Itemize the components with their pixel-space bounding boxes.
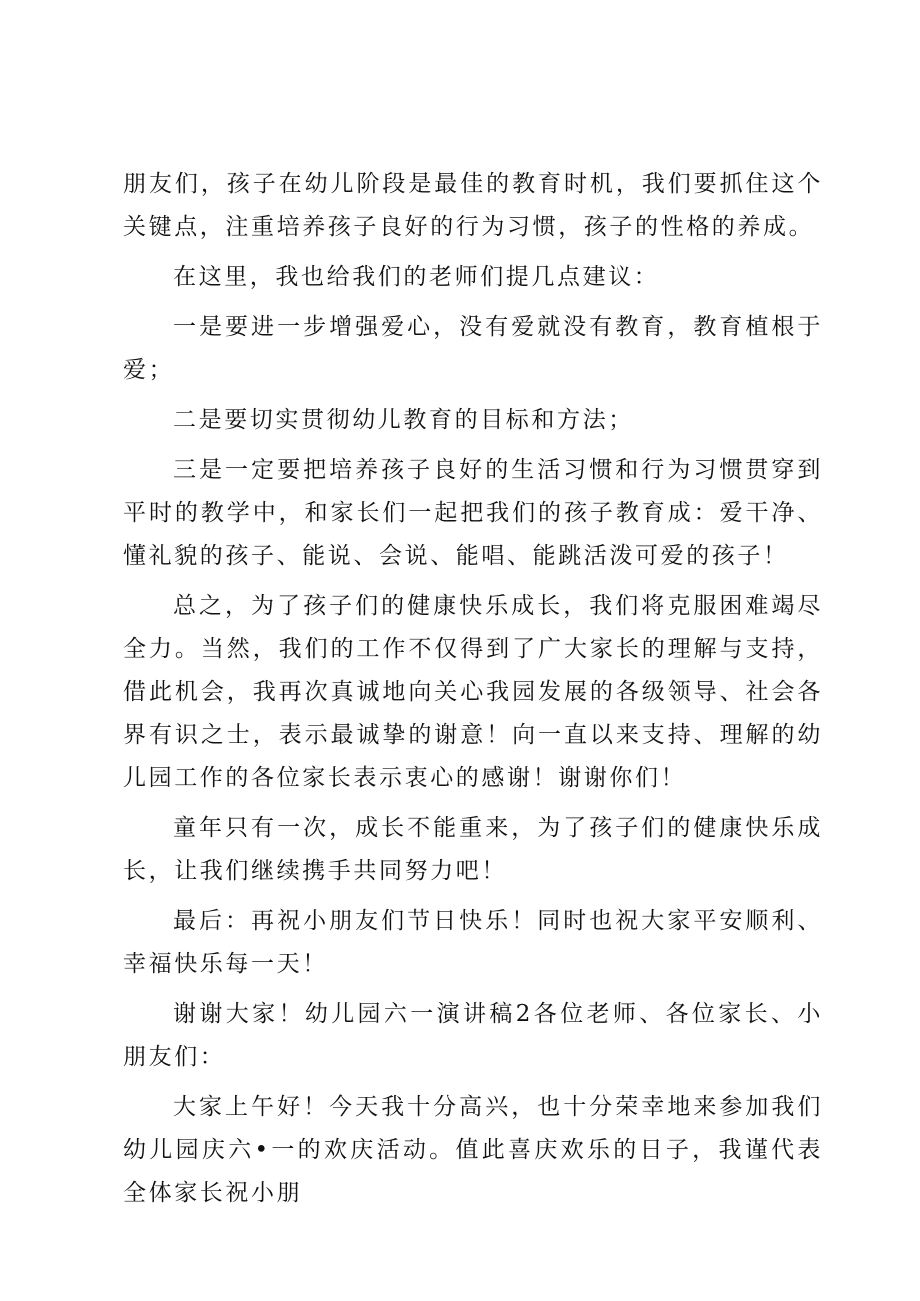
paragraph-3: 一是要进一步增强爱心，没有爱就没有教育，教育植根于爱； (123, 314, 823, 383)
document-body (123, 163, 823, 1222)
paragraph-10: 大家上午好！今天我十分高兴，也十分荣幸地来参加我们幼儿园庆六•一的欢庆活动。值此喜庆欢乐的日子，我谨代表全体家长祝小朋 (123, 1094, 823, 1206)
paragraph-8: 最后：再祝小朋友们节日快乐！同时也祝大家平安顺利、幸福快乐每一天！ (123, 908, 823, 977)
paragraph-1: 朋友们，孩子在幼儿阶段是最佳的教育时机，我们要抓住这个关键点，注重培养孩子良好的行为习惯，孩子的性格的养成。 (123, 171, 823, 240)
paragraph-7: 童年只有一次，成长不能重来，为了孩子们的健康快乐成长，让我们继续携手共同努力吧！ (123, 815, 823, 884)
paragraph-9: 谢谢大家！幼儿园六一演讲稿2各位老师、各位家长、小朋友们： (123, 1001, 823, 1070)
paragraph-6: 总之，为了孩子们的健康快乐成长，我们将克服困难竭尽全力。当然，我们的工作不仅得到了广大家长的理解与支持，借此机会，我再次真诚地向关心我园发展的各级领导、社会各界有识之士，表示最诚挚的谢意！向一直以来支持、理解的幼儿园工作的各位家长表示衷心的感谢！谢谢你们！ (123, 593, 823, 791)
paragraph-5: 三是一定要把培养孩子良好的生活习惯和行为习惯贯穿到平时的教学中，和家长们一起把我们的孩子教育成：爱干净、懂礼貌的孩子、能说、会说、能唱、能跳活泼可爱的孩子！ (123, 457, 823, 569)
paragraph-2: 在这里，我也给我们的老师们提几点建议： (173, 264, 660, 290)
paragraph-4: 二是要切实贯彻幼儿教育的目标和方法； (173, 407, 634, 433)
